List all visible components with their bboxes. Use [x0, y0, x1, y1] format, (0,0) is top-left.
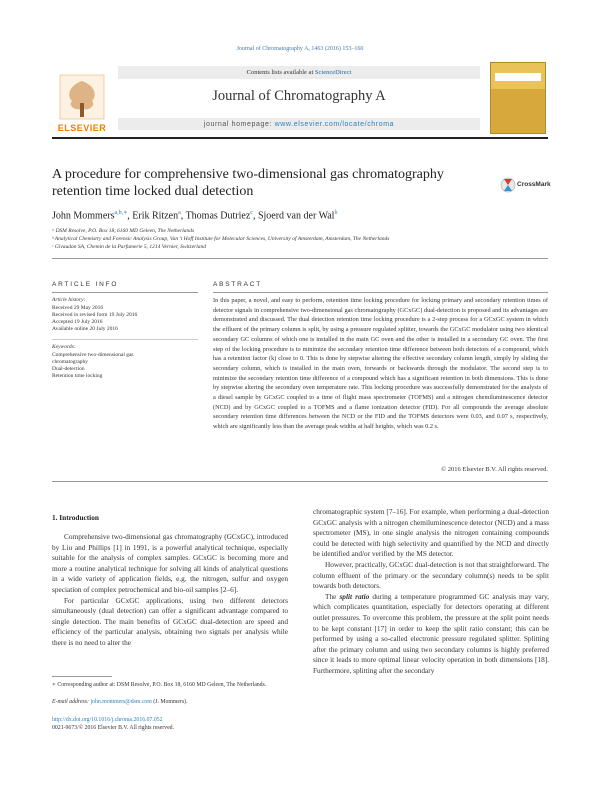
- issn-line: 0021-9673/© 2016 Elsevier B.V. All rights reserved.: [52, 725, 174, 731]
- author-name[interactable]: John Mommers: [52, 210, 115, 222]
- email-label: E-mail address:: [52, 699, 91, 705]
- abstract-bottom-rule: [52, 481, 548, 482]
- affiliation: ᵇ Analytical Chemistry and Forensic Analysis Group, Van 't Hoff Institute for Molecular Sciences, University of Amsterdam, Amsterdam, The Netherlands: [52, 236, 390, 242]
- contents-bar: [118, 66, 480, 79]
- affiliation: ᵃ DSM Resolve, P.O. Box 18, 6160 MD Geleen, The Netherlands: [52, 228, 195, 234]
- emphasized-term: split ratio: [339, 591, 370, 601]
- paragraph: However, practically, GCxGC dual-detection is not that straightforward. The column effluent of the primary or the secondary column(s) needs to be split towards both detectors.: [313, 559, 549, 591]
- paragraph: chromatographic system [7–16]. For example, when performing a dual-detection GCxGC analysis with a nitrogen chemiluminescence detector (NCD) and a mass spectrometer (MS), in one single analysis the nitrogen containing compounds could be detected with high selectivity and quantified by the NCD and directly be identified and/or verified by the MS detector.: [313, 507, 549, 559]
- homepage-url[interactable]: www.elsevier.com/locate/chroma: [274, 121, 395, 128]
- email-footnote: E-mail address: john.mommers@dsm.com (J. Mommers).: [52, 699, 188, 705]
- abstract-rule: [213, 292, 548, 293]
- author-affil-marker[interactable]: a,b,∗: [114, 210, 128, 216]
- footnote-rule: [52, 676, 112, 677]
- paragraph: Comprehensive two-dimensional gas chromatography (GCxGC), introduced by Liu and Phillips [1] in 1991, is a powerful analytical technique, especially suitable for the analysis of complex samples. GCxGC is becoming more and more a routine analytical technique for solving all kinds of analytical questions in a wide variety of application fields, e.g. the nitrogen, sulfur and oxygen speciation of complex petrochemical and bio-oil samples [2–6].: [52, 532, 288, 594]
- history-item: Received 29 May 2016: [52, 305, 104, 311]
- sciencedirect-link[interactable]: ScienceDirect: [314, 69, 352, 76]
- author-name[interactable]: Erik Ritzen: [132, 210, 179, 222]
- article-info-rule: [52, 292, 198, 293]
- author-affil-marker[interactable]: c: [250, 210, 253, 216]
- abstract-heading: ABSTRACT: [213, 281, 263, 288]
- right-column: [313, 507, 549, 677]
- doi-link[interactable]: http://dx.doi.org/10.1016/j.chroma.2016.07.052: [52, 717, 163, 723]
- author-list: John Mommers$^{a,b,∗}$, Erik Ritzen$^a$, Thomas Dutriez$^c$, Sjoerd van der Wal$^b$: [52, 210, 338, 222]
- crossmark-icon: [500, 175, 516, 195]
- corresponding-footnote: ∗ Corresponding author at: DSM Resolve, P.O. Box 18, 6160 MD Geleen, The Netherlands.: [52, 682, 267, 688]
- article-title: A procedure for comprehensive two-dimensional gas chromatography retention time locked dual detection: [52, 167, 444, 199]
- history-label: Article history:: [52, 297, 86, 303]
- homepage-label: journal homepage:: [203, 121, 275, 128]
- paragraph: For particular GCxGC applications, using two different detectors simultaneously (dual detection) can offer a significant advantage compared to single detection. The main benefits of GCxGC dual-detection are speed and efficiency of the particular analysis, obtaining two signals per analysis while there is no need to alter the: [52, 595, 288, 647]
- citation-line[interactable]: Journal of Chromatography A, 1463 (2016) 153–160: [236, 46, 364, 52]
- keyword: Dual-detection: [52, 366, 85, 372]
- keyword: Comprehensive two-dimensional gas: [52, 352, 134, 358]
- homepage-line: [118, 121, 480, 128]
- history-item: Received in revised form 19 July 2016: [52, 312, 138, 318]
- journal-cover-thumbnail: [490, 62, 546, 134]
- keyword: chromatography: [52, 359, 89, 365]
- article-info-heading: ARTICLE INFO: [52, 281, 119, 288]
- elsevier-wordmark: ELSEVIER: [57, 123, 107, 133]
- history-item: Accepted 19 July 2016: [52, 319, 103, 325]
- section-heading-introduction: 1. Introduction: [52, 513, 99, 522]
- history-item: Available online 20 July 2016: [52, 326, 118, 332]
- keywords-label: Keywords:: [52, 344, 76, 350]
- paragraph: The split ratio during a temperature programmed GC analysis may vary, which complicates quantitation, especially for detectors operating at different outlet pressures. To overcome this problem, the pressure at the split point needs to be kept constant [17] in order to keep the split ratio constant; this can be performed by using a so-called electronic pressure regulated splitter. Splitting after the primary column and using two secondary columns is highly preferred since it leads to more optimal linear velocity operation in both dimensions [18]. Furthermore, splitting after the secondary: [313, 591, 550, 675]
- author-name[interactable]: Sjoerd van der Wal: [257, 210, 335, 222]
- email-link[interactable]: john.mommers@dsm.com: [90, 699, 152, 705]
- affiliation: ᶜ Givaudan SA, Chemin de la Parfumerie 5, 1214 Vernier, Switzerland: [52, 244, 207, 250]
- abstract-copyright: © 2016 Elsevier B.V. All rights reserved.: [441, 466, 548, 473]
- keywords-rule: [52, 339, 198, 340]
- masthead-rule: [52, 137, 548, 139]
- journal-title: Journal of Chromatography A: [212, 88, 386, 104]
- left-column: [52, 532, 288, 649]
- keyword: Retention time locking: [52, 373, 103, 379]
- abstract-text: In this paper, a novel, and easy to perform, retention time locking procedure for locking primary and secondary retention times of detector signals in comprehensive two-dimensional gas chromatography (GCxGC) dual-detection is proposed and its advantages are demonstrated and discussed. The dual detection retention time locking procedure is a 2-step process for a GCxGC system in which the effluent of the primary column is split, by using a pressure regulated splitter, towards the GCxGC modulator using two identical secondary GC columns of which one is installed in the main GC oven and the other is installed in a secondary GC oven. The first step of the locking procedure is to minimize the secondary retention time difference between both detectors of a compound, which has a retention factor (k) close to 0. This is done by stepwise altering the effective secondary column length, simply by sliding the secondary column, which is installed in the main oven, forwards or backwards through the modulator. The second step is to minimize the secondary retention time difference of a compound which has a significant retention in both dimensions. This is done by stepwise altering the secondary oven temperature rate. This locking procedure was successfully demonstrated for the analysis of a diesel sample by GCxGC coupled to a time of flight mass spectrometer (TOFMS) and a nitrogen chemiluminescence detector (NCD) and by GCxGC coupled to a TOFMS and a flame ionization detector (FID). For all compounds the average absolute secondary retention time differences between the NCD or the FID and the TOFMS detectors were 0.03, and 0.07 s, respectively, which are significantly less than the average peak widths at half heights, which was 0.2 s.: [213, 297, 548, 431]
- affiliation-rule: [52, 258, 548, 259]
- crossmark-badge[interactable]: [500, 173, 551, 197]
- crossmark-label: CrossMark: [517, 181, 551, 188]
- author-affil-marker[interactable]: a: [178, 210, 181, 216]
- author-affil-marker[interactable]: b: [334, 210, 338, 216]
- contents-prefix: Contents lists available at: [246, 69, 315, 76]
- author-name[interactable]: Thomas Dutriez: [185, 210, 251, 222]
